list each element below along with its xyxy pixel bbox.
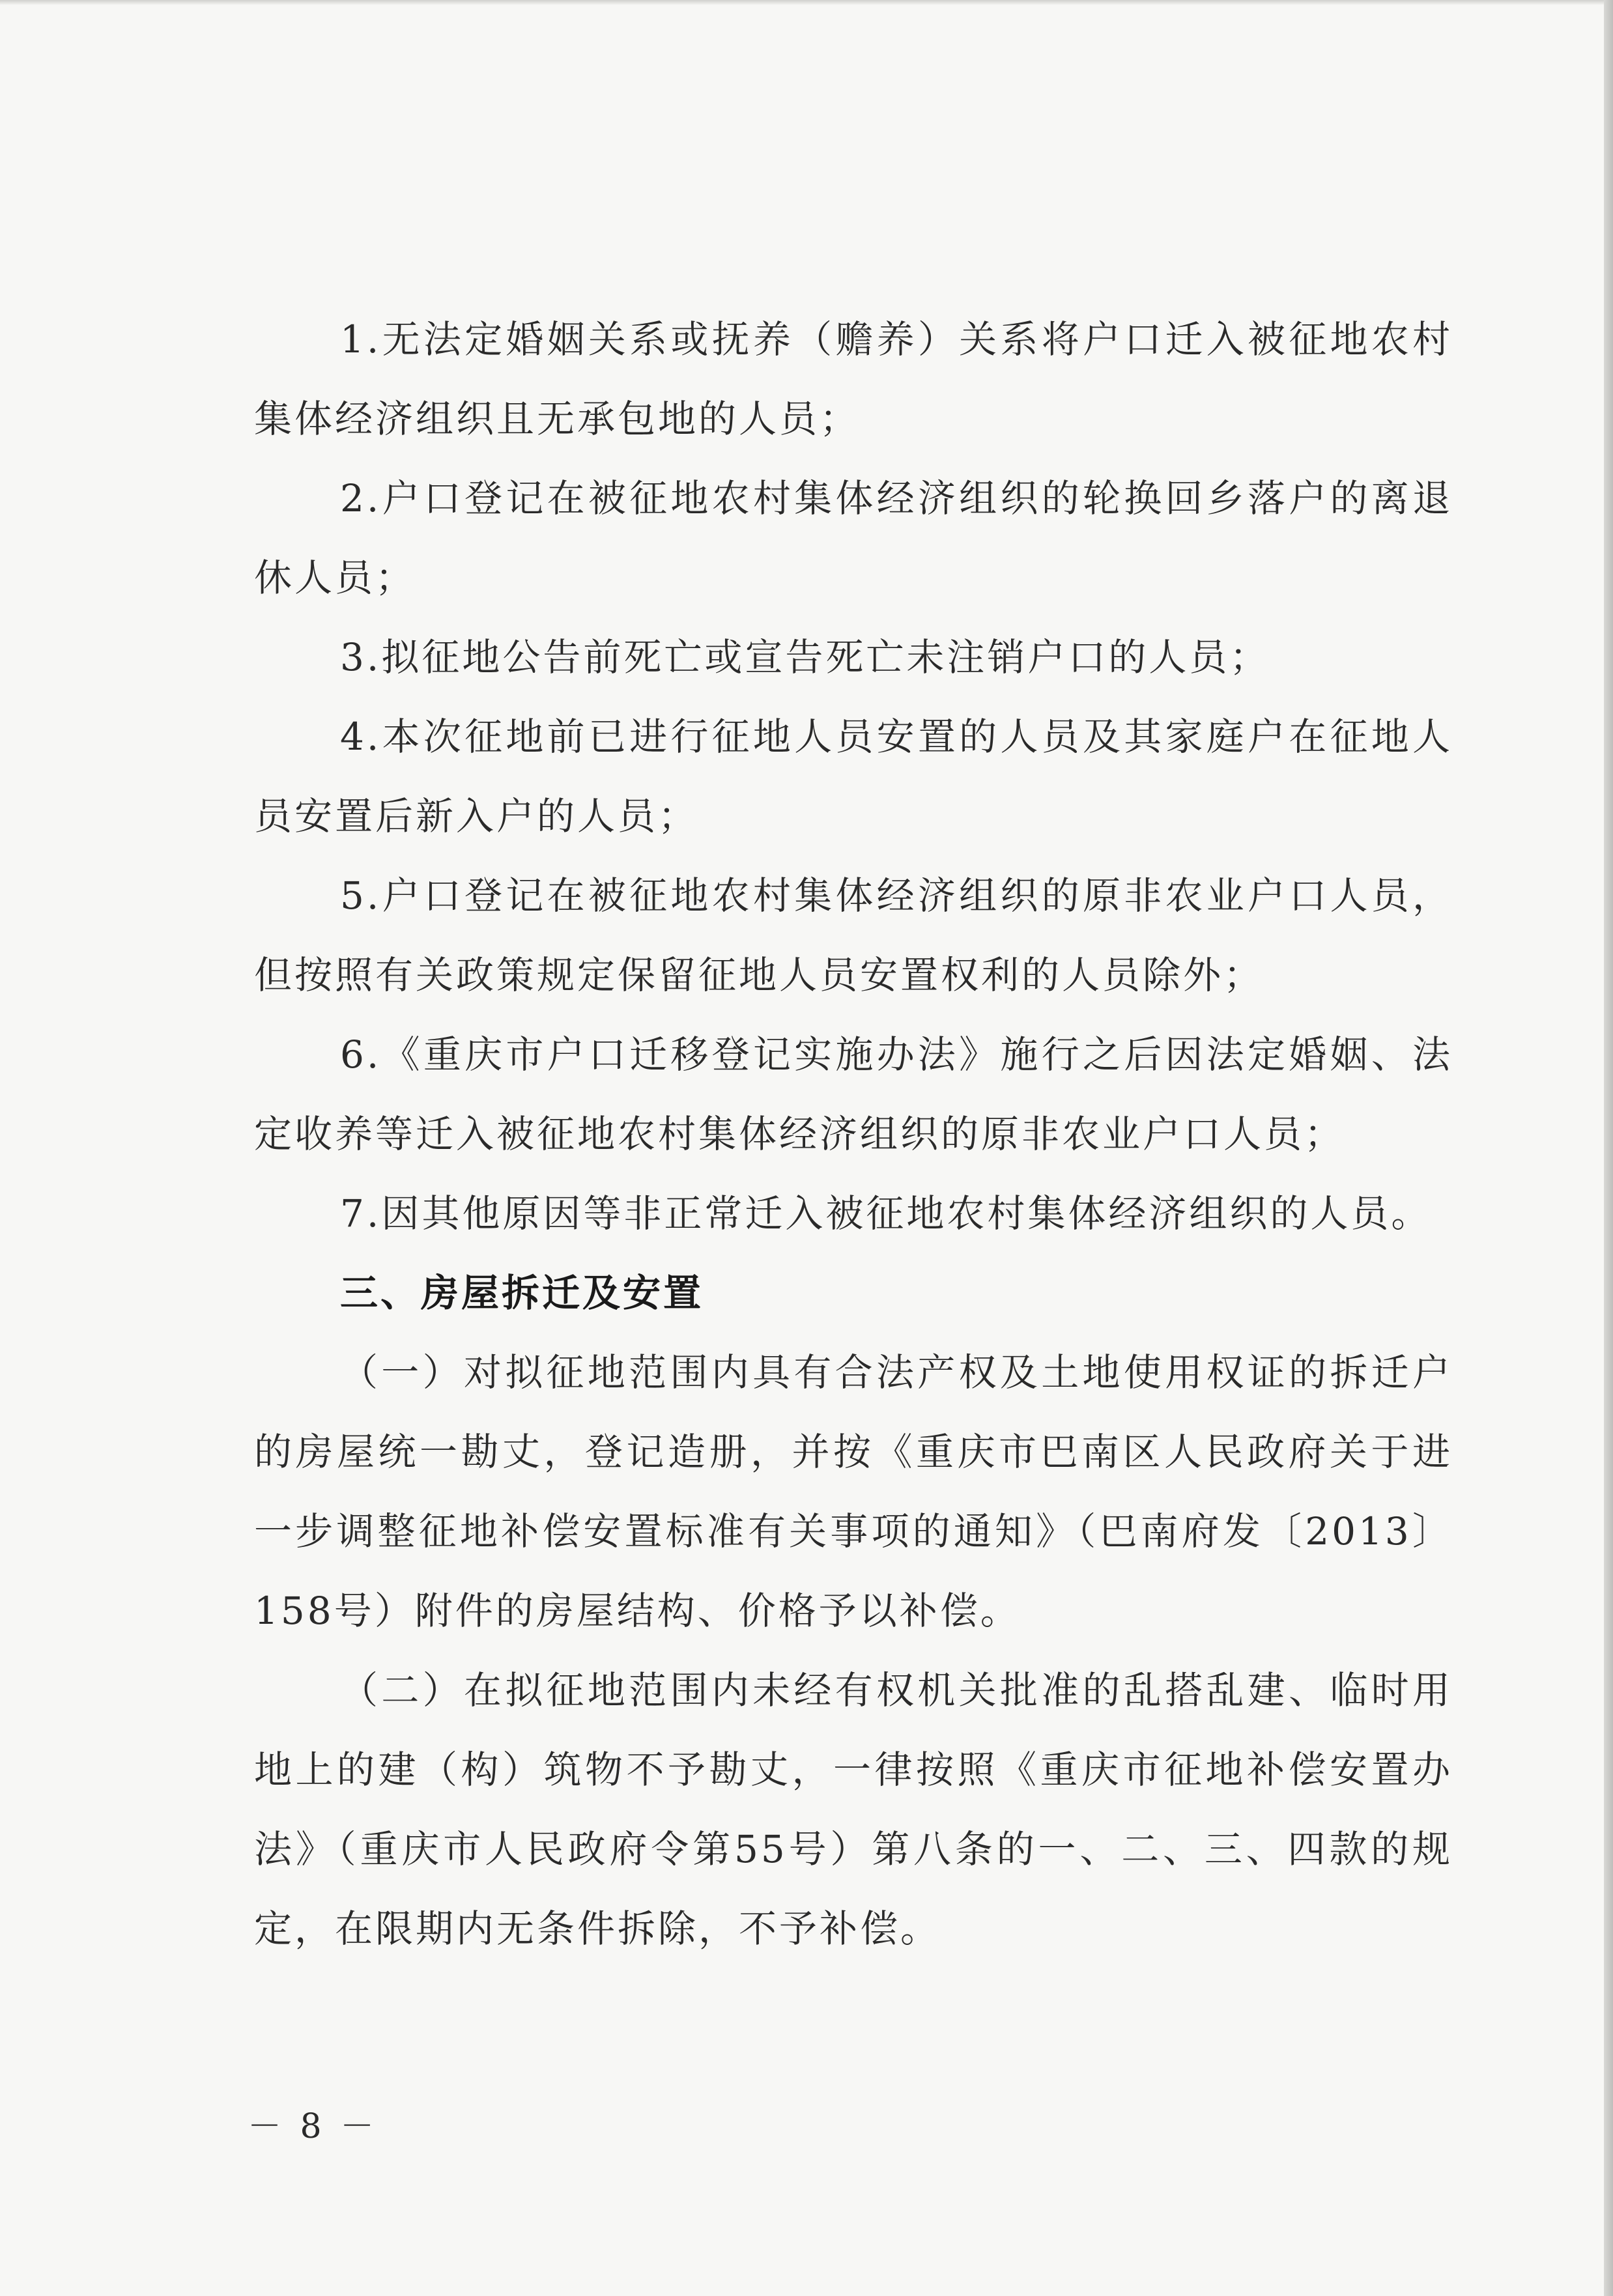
document-body bbox=[254, 300, 1453, 1968]
scan-edge-top bbox=[0, 0, 1613, 5]
list-item-2: 2.户口登记在被征地农村集体经济组织的轮换回乡落户的离退休人员； bbox=[254, 476, 1453, 600]
list-item-3: 3.拟征地公告前死亡或宣告死亡未注销户口的人员； bbox=[340, 635, 1270, 679]
list-item-4: 4.本次征地前已进行征地人员安置的人员及其家庭户在征地人员安置后新入户的人员； bbox=[254, 715, 1453, 838]
list-item-1: 1.无法定婚姻关系或抚养（赡养）关系将户口迁入被征地农村集体经济组织且无承包地的人员； bbox=[254, 317, 1453, 441]
list-item-6: 6.《重庆市户口迁移登记实施办法》施行之后因法定婚姻、法定收养等迁入被征地农村集体经济组织的原非农业户口人员； bbox=[254, 1032, 1453, 1156]
scan-edge-right bbox=[1604, 0, 1613, 2296]
section-paragraph-2: （二）在拟征地范围内未经有权机关批准的乱搭乱建、临时用地上的建（构）筑物不予勘丈，一律按照《重庆市征地补偿安置办法》（重庆市人民政府令第55号）第八条的一、二、三、四款的规定，在限期内无条件拆除，不予补偿。 bbox=[254, 1668, 1453, 1951]
page-number: － 8 － bbox=[248, 2107, 378, 2146]
list-item-5: 5.户口登记在被征地农村集体经济组织的原非农业户口人员，但按照有关政策规定保留征地人员安置权利的人员除外； bbox=[254, 873, 1453, 997]
list-item-7: 7.因其他原因等非正常迁入被征地农村集体经济组织的人员。 bbox=[340, 1191, 1432, 1236]
section-heading: 三、房屋拆迁及安置 bbox=[340, 1271, 704, 1315]
section-paragraph-1: （一）对拟征地范围内具有合法产权及土地使用权证的拆迁户的房屋统一勘丈，登记造册，并按《重庆市巴南区人民政府关于进一步调整征地补偿安置标准有关事项的通知》（巴南府发〔2013〕158号）附件的房屋结构、价格予以补偿。 bbox=[254, 1350, 1453, 1633]
